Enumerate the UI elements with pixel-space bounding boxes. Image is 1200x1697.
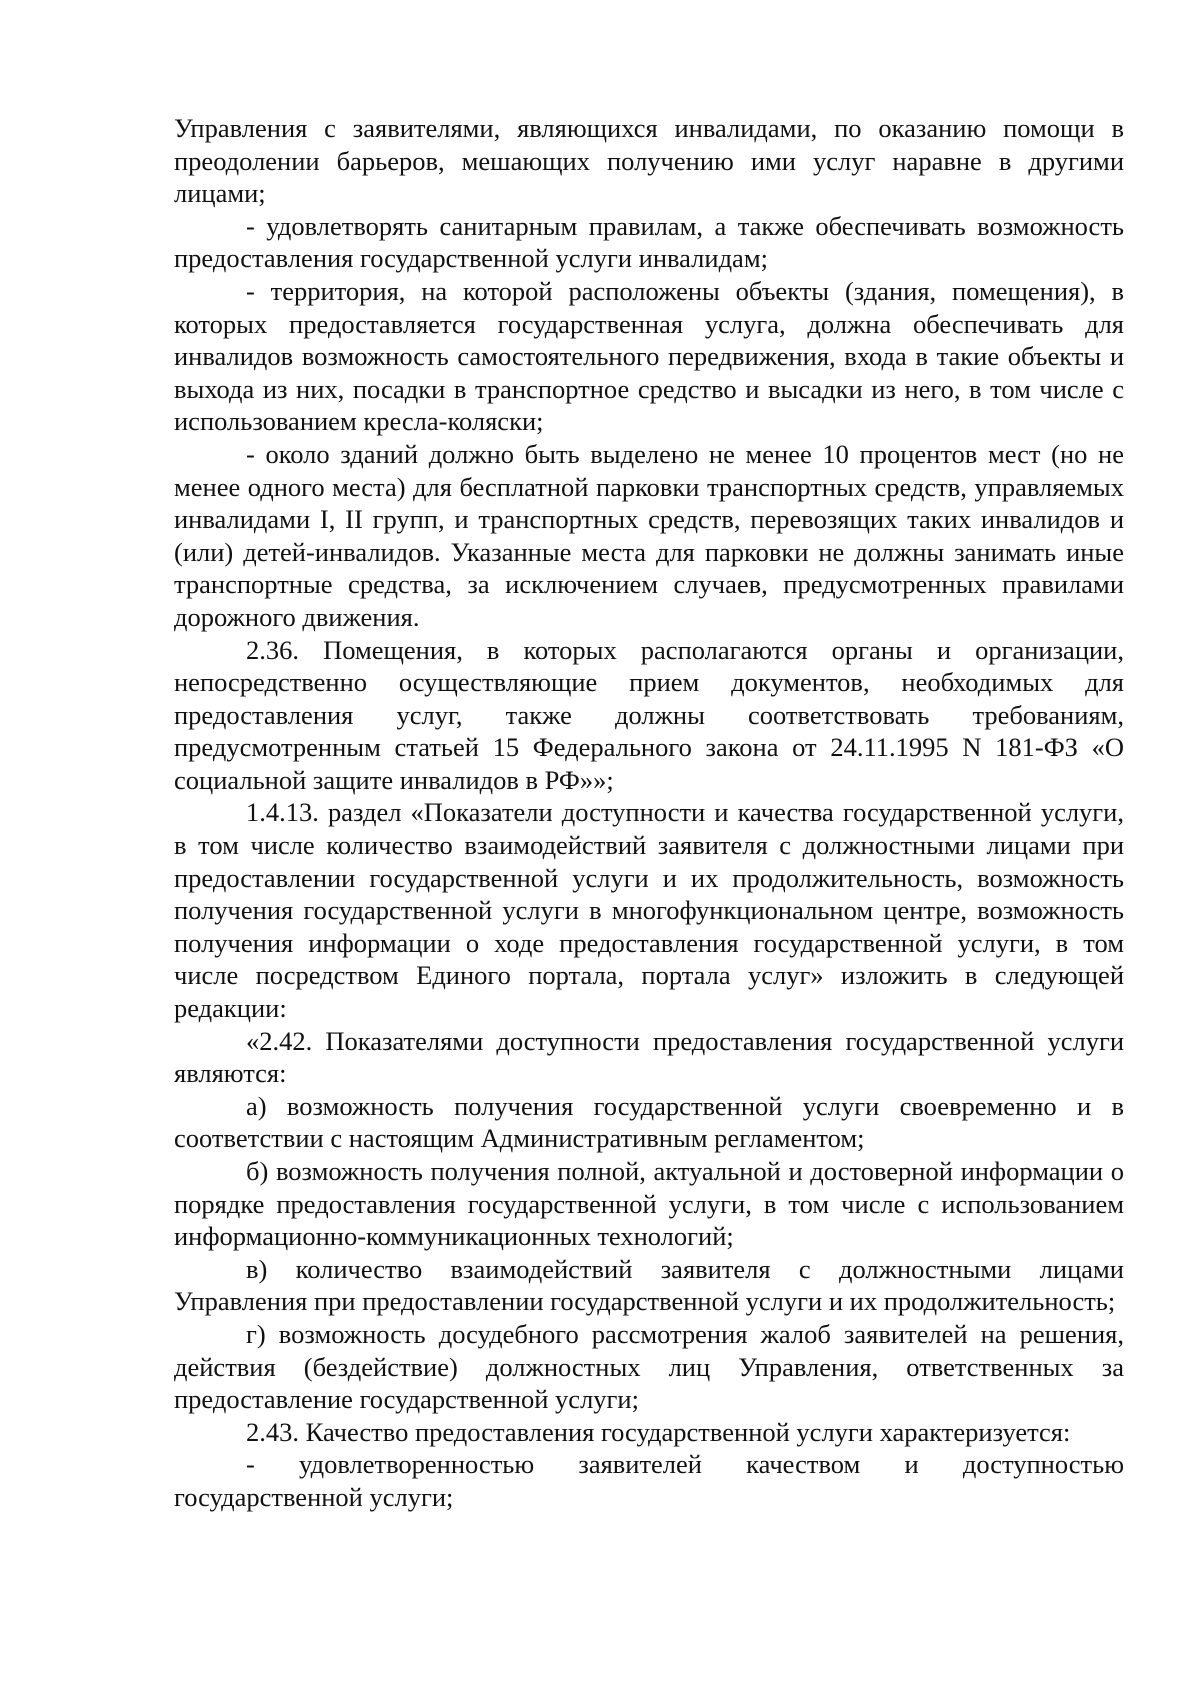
paragraph-item-a: а) возможность получения государственной услуги своевременно и в соответствии с настоящим Административным регламентом; [174, 1090, 1124, 1154]
paragraph-2-43: 2.43. Качество предоставления государственной услуги характеризуется: [246, 1416, 1071, 1447]
paragraph-2-42: «2.42. Показателями доступности предоставления государственной услуги являются: [174, 1025, 1124, 1089]
paragraph-territory: - территория, на которой расположены объекты (здания, помещения), в которых предоставляется государственная услуга, должна обеспечивать для инвалидов возможность самостоятельного передвижения, входа в такие объекты и выхода из них, посадки в транспортное средство и высадки из него, в том числе с использованием кресла-коляски; [174, 275, 1124, 437]
paragraph-item-g: г) возможность досудебного рассмотрения жалоб заявителей на решения, действия (бездействие) должностных лиц Управления, ответственных за предоставление государственной услуги; [174, 1318, 1124, 1415]
paragraph-1-4-13: 1.4.13. раздел «Показатели доступности и качества государственной услуги, в том числе количество взаимодействий заявителя с должностными лицами при предоставлении государственной услуги и их продолжительность, возможность получения государственной услуги в многофункциональном центре, возможность получения информации о ходе предоставления государственной услуги, в том числе посредством Единого портала, портала услуг» изложить в следующей редакции: [174, 797, 1124, 1024]
paragraph-continuation: Управления с заявителями, являющихся инвалидами, по оказанию помощи в преодолении барьеров, мешающих получению ими услуг наравне в другими лицами; [174, 113, 1124, 209]
paragraph-2-36: 2.36. Помещения, в которых располагаются органы и организации, непосредственно осуществляющие прием документов, необходимых для предоставления услуг, также должны соответствовать требованиям, предусмотренным статьей 15 Федерального закона от 24.11.1995 N 181-ФЗ «О социальной защите инвалидов в РФ»»; [174, 634, 1124, 795]
paragraph-sanitary: - удовлетворять санитарным правилам, а также обеспечивать возможность предоставления государственной услуги инвалидам; [174, 210, 1124, 274]
paragraph-satisfaction: - удовлетворенностью заявителей качеством и доступностью государственной услуги; [174, 1449, 1124, 1512]
paragraph-parking: - около зданий должно быть выделено не менее 10 процентов мест (но не менее одного места) для бесплатной парковки транспортных средств, управляемых инвалидами I, II групп, и транспортных средств, перевозящих таких инвалидов и (или) детей-инвалидов. Указанные места для парковки не должны занимать иные транспортные средства, за исключением случаев, предусмотренных правилами дорожного движения. [174, 438, 1124, 632]
paragraph-item-v: в) количество взаимодействий заявителя с должностными лицами Управления при предоставлении государственной услуги и их продолжительность; [174, 1253, 1124, 1317]
document-body [174, 112, 1124, 1514]
paragraph-item-b: б) возможность получения полной, актуальной и достоверной информации о порядке предоставления государственной услуги, в том числе с использованием информационно-коммуникационных технологий; [174, 1156, 1124, 1252]
